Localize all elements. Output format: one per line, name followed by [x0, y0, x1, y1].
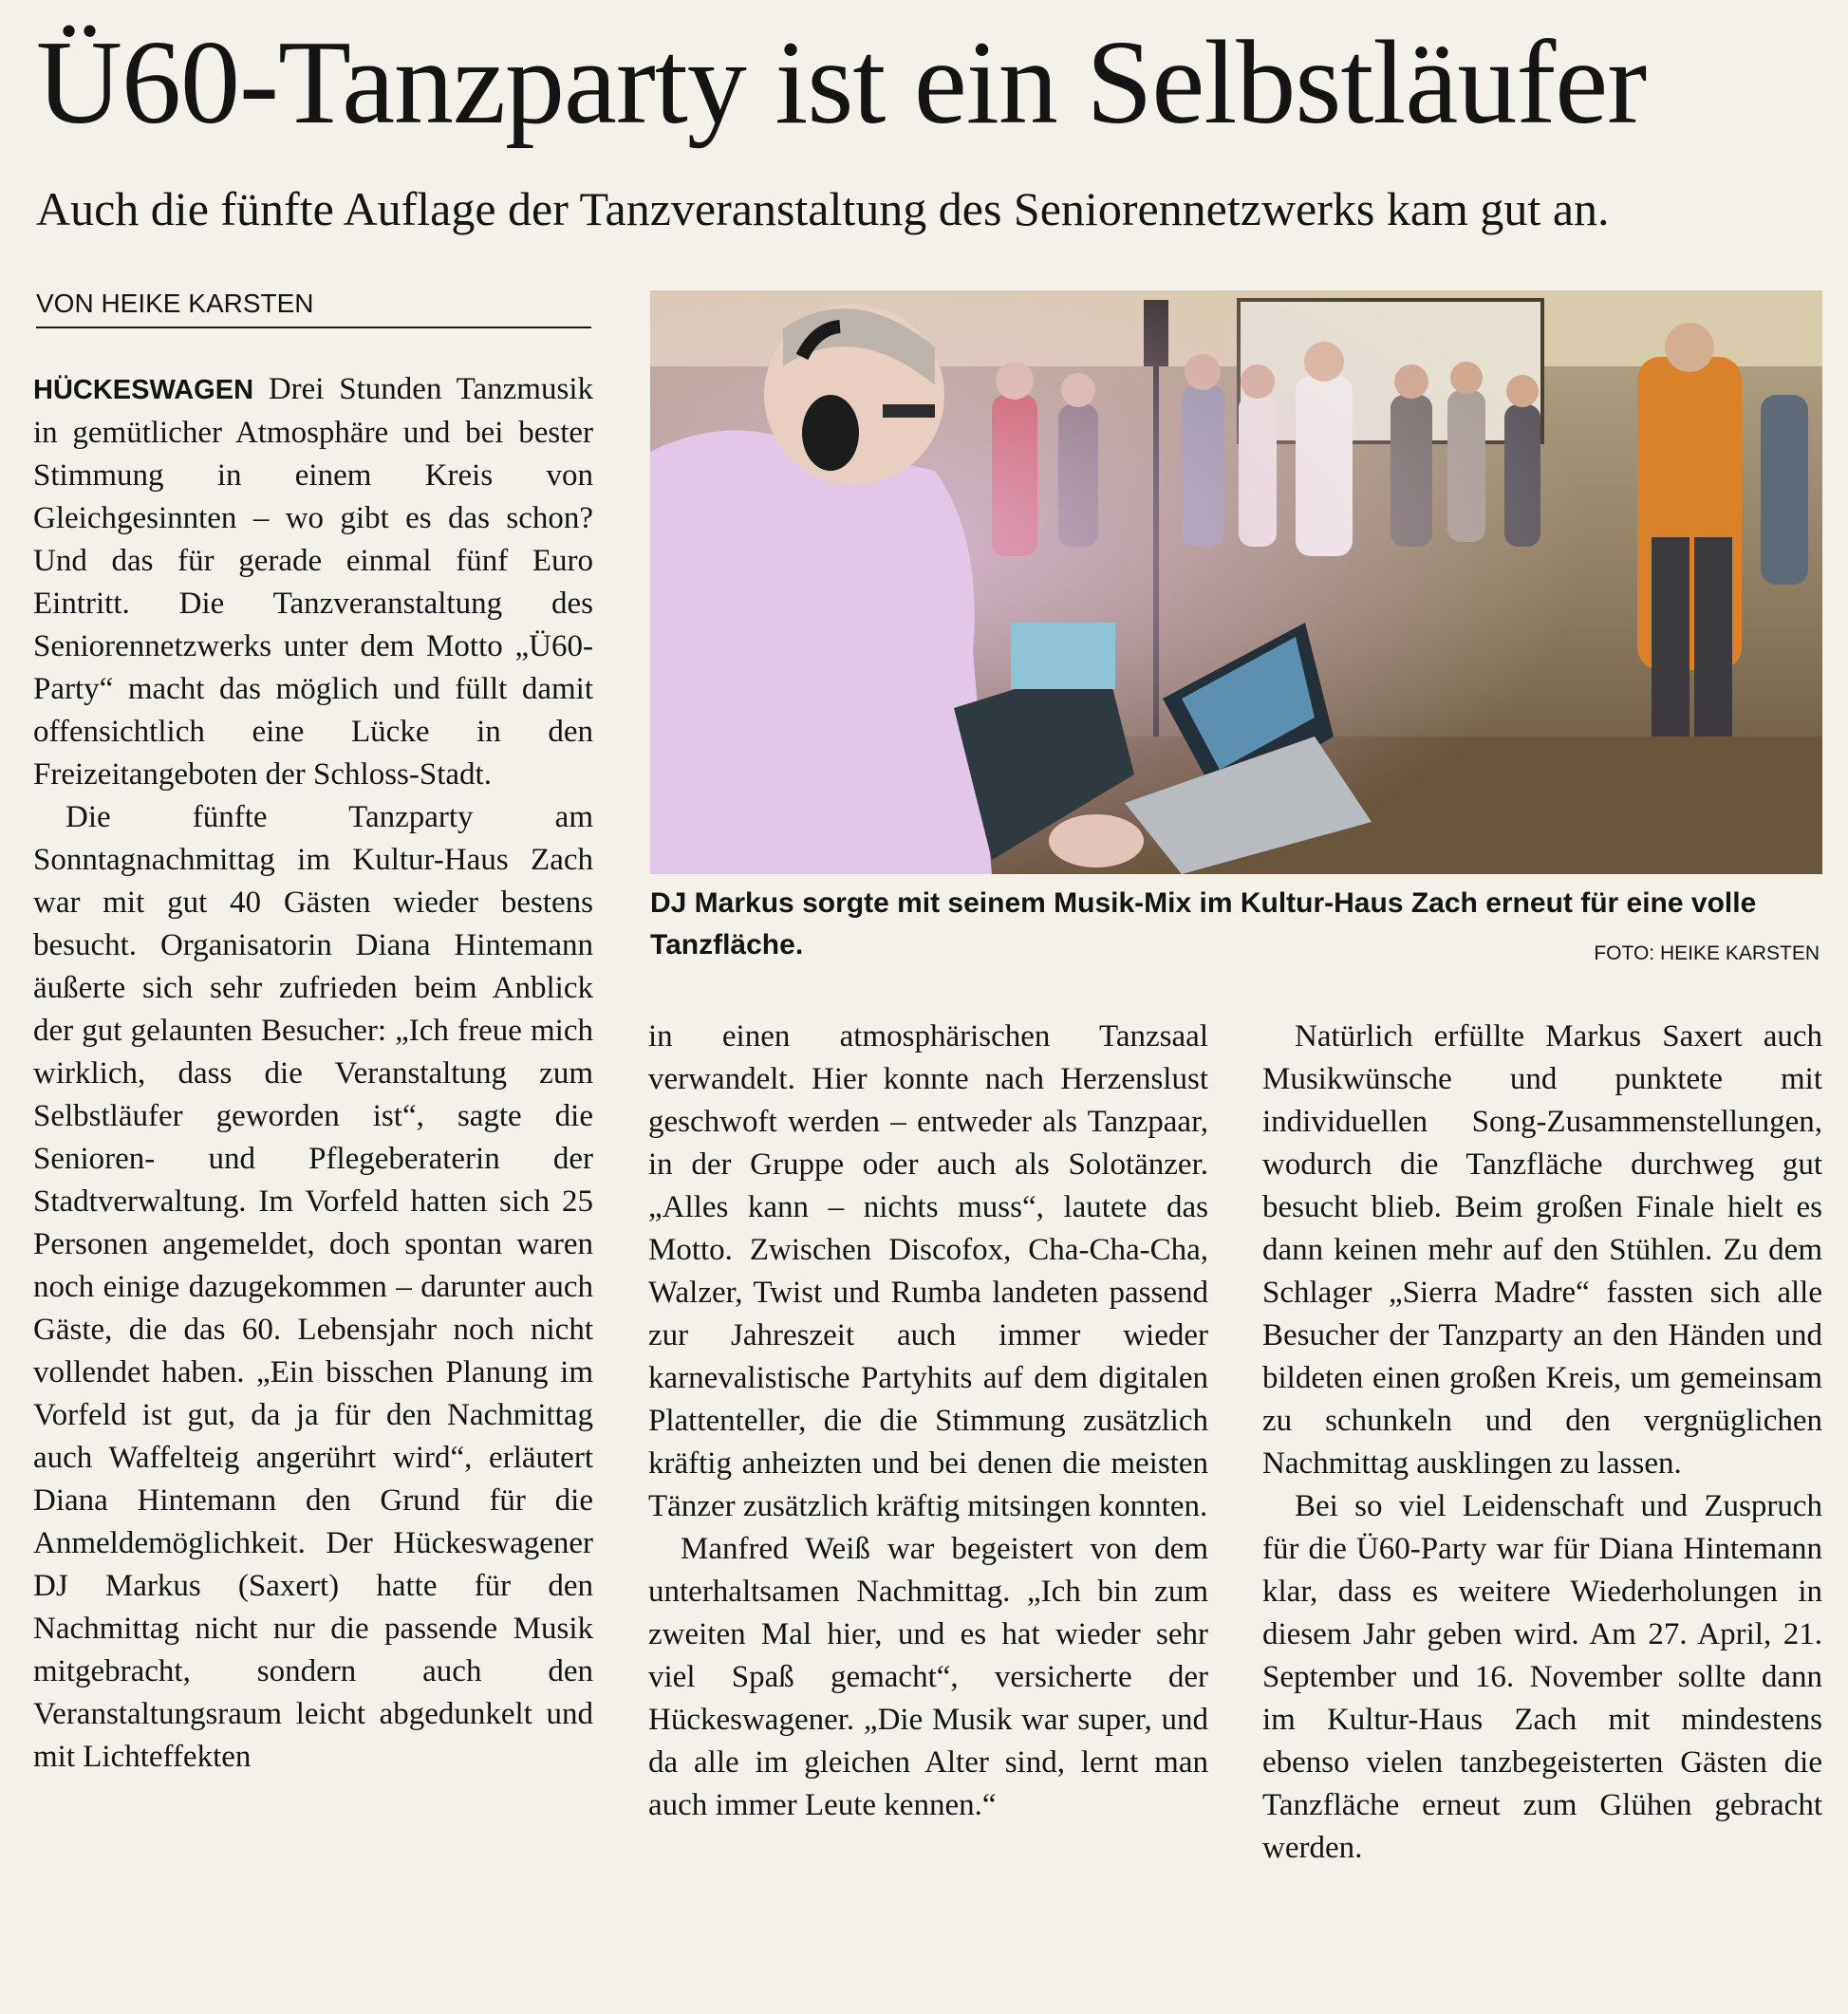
photo-caption: DJ Markus sorgte mit seinem Musik-Mix im Kultur-Haus Zach erneut für eine volle Tanzfläche. — [650, 887, 1757, 960]
dj-dance-photo — [650, 290, 1822, 874]
article-byline: VON HEIKE KARSTEN — [36, 285, 591, 328]
photo-credit: FOTO: HEIKE KARSTEN — [1594, 942, 1820, 964]
article-photo — [650, 290, 1822, 874]
dateline: HÜCKESWAGEN — [33, 375, 254, 405]
paragraph-2: Die fünfte Tanzparty am Sonntagnachmittag im Kultur-Haus Zach war mit gut 40 Gästen wieder bestens besucht. Organisatorin Diana Hintemann äußerte sich sehr zufrieden beim Anblick der gut gelaunten Besucher: „Ich freue mich wirklich, dass die Veranstaltung zum Selbstläufer geworden ist“, sagte die Senioren- und Pflegeberaterin der Stadtverwaltung. Im Vorfeld hatten sich 25 Personen angemeldet, doch spontan waren noch einige dazugekommen – darunter auch Gäste, die das 60. Lebensjahr noch nicht vollendet haben. „Ein bisschen Planung im Vorfeld ist gut, da ja für den Nachmittag auch Waffelteig angerührt wird“, erläutert Diana Hintemann den Grund für die Anmeldemöglichkeit. Der Hückeswagener DJ Markus (Saxert) hatte für den Nachmittag nicht nur die passende Musik mitgebracht, sondern auch den Veranstaltungsraum leicht abgedunkelt und mit Lichteffekten — [33, 800, 593, 1774]
article-column-1 — [33, 368, 593, 1779]
article-headline: Ü60-Tanzparty ist ein Selbstläufer — [36, 17, 1647, 149]
article-column-3 — [1262, 1016, 1822, 1870]
paragraph-5: Bei so viel Leidenschaft und Zuspruch für die Ü60-Party war für Diana Hintemann klar, dass es weitere Wiederholungen in diesem Jahr geben wird. Am 27. April, 21. September und 16. November sollte dann im Kultur-Haus Zach mit mindestens ebenso vielen tanzbegeisterten Gästen die Tanzfläche erneut zum Glühen gebracht werden. — [1262, 1489, 1822, 1865]
article-column-2 — [648, 1016, 1208, 1827]
adjacent-column-bleed — [0, 0, 34, 2014]
paragraph-3: Manfred Weiß war begeistert von dem unterhaltsamen Nachmittag. „Ich bin zum zweiten Mal hier, und es hat wieder sehr viel Spaß gemacht“, versicherte der Hückeswagener. „Die Musik war super, und da alle im gleichen Alter sind, lernt man auch immer Leute kennen.“ — [648, 1532, 1208, 1822]
paragraph-4: Natürlich erfüllte Markus Saxert auch Musikwünsche und punktete mit individuellen Song-Zusammenstellungen, wodurch die Tanzfläche durchweg gut besucht blieb. Beim großen Finale hielt es dann keinen mehr auf den Stühlen. Zu dem Schlager „Sierra Madre“ fassten sich alle Besucher der Tanzparty an den Händen und bildeten einen großen Kreis, um gemeinsam zu schunkeln und den vergnüglichen Nachmittag ausklingen zu lassen. — [1262, 1019, 1822, 1481]
article-subheadline: Auch die fünfte Auflage der Tanzveranstaltung des Seniorennetzwerks kam gut an. — [36, 182, 1610, 235]
paragraph-2-continued: in einen atmosphärischen Tanzsaal verwandelt. Hier konnte nach Herzenslust geschwoft werden – entweder als Tanzpaar, in der Gruppe oder auch als Solotänzer. „Alles kann – nichts muss“, lautete das Motto. Zwischen Discofox, Cha-Cha-Cha, Walzer, Twist und Rumba landeten passend zur Jahreszeit auch immer wieder karnevalistische Partyhits auf dem digitalen Plattenteller, die die Stimmung zusätzlich kräftig anheizten und bei denen die meisten Tänzer zusätzlich kräftig mitsingen konnten. — [648, 1019, 1208, 1523]
lead-paragraph — [33, 368, 593, 796]
lead-text: Drei Stunden Tanzmusik in gemütlicher Atmosphäre und bei bester Stimmung in einem Kreis von Gleichgesinnten – wo gibt es das schon? Und das für gerade einmal fünf Euro Eintritt. Die Tanzveranstaltung des Seniorennetzwerks unter dem Motto „Ü60-Party“ macht das möglich und füllt damit offensichtlich eine Lücke in den Freizeitangeboten der Schloss-Stadt. — [33, 372, 593, 792]
